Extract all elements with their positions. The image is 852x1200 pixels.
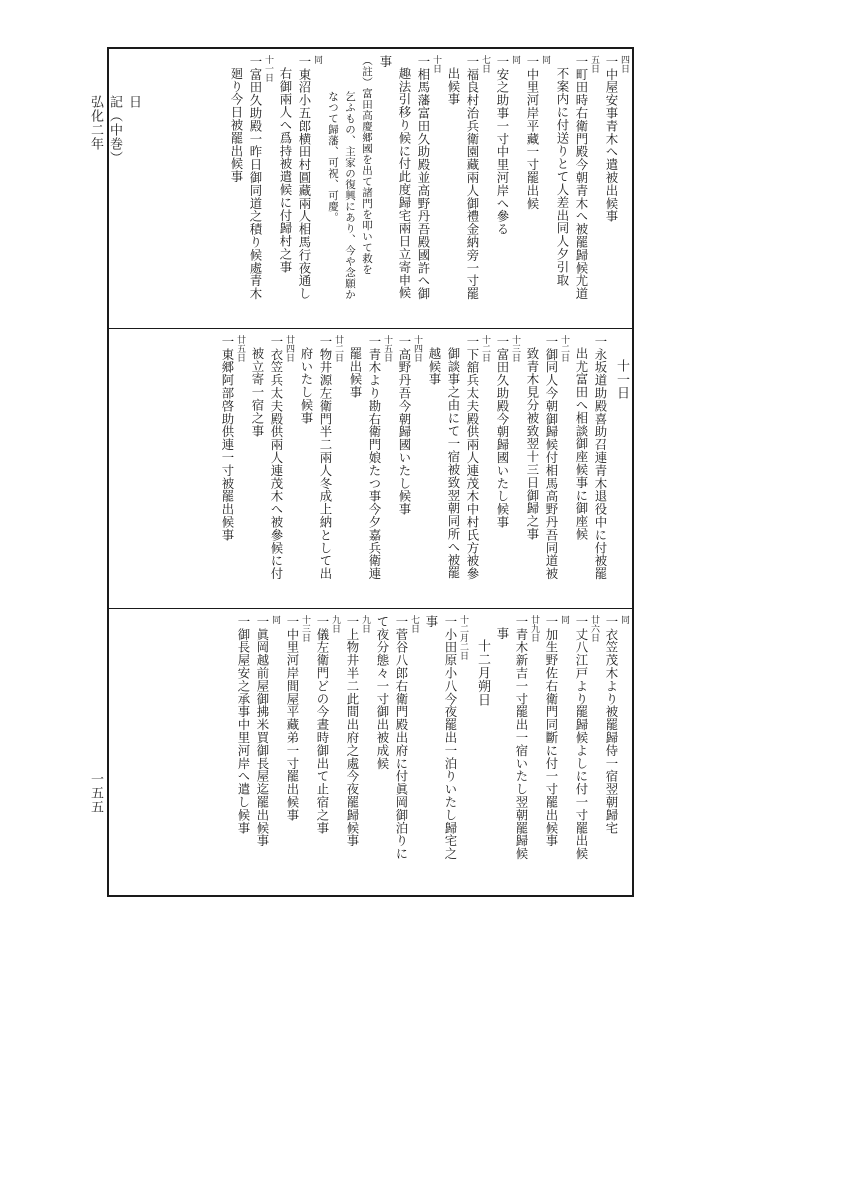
diary-frame bbox=[107, 47, 634, 897]
diary-line-continued: 御談事之由にて一宿被致翌朝同所へ被罷 bbox=[446, 347, 461, 580]
entry-date: 同 bbox=[510, 55, 520, 64]
entry-date: 廿六日 bbox=[589, 615, 599, 642]
page-number: 一五五 bbox=[88, 772, 103, 814]
entry-date: 十二日 bbox=[480, 335, 490, 362]
diary-line: 一福良村治兵衛園藏兩人御禮金納旁一寸罷 bbox=[465, 55, 480, 301]
entry-date: 同 bbox=[270, 615, 280, 624]
diary-line: 一御同人今朝御歸候付相馬高野丹吾同道被 bbox=[544, 335, 559, 581]
diary-line: 一高野丹吾今朝歸國いたし候事 bbox=[397, 335, 412, 516]
diary-line: 一加生野佐右衛門同斷に付一寸罷出候事 bbox=[544, 615, 559, 848]
diary-line-continued: 廻り今日被罷出候事 bbox=[229, 67, 244, 184]
diary-line-continued: 出候事 bbox=[446, 67, 461, 106]
diary-line: 一中屋安事青木へ遣被出候事 bbox=[604, 55, 619, 223]
diary-band-2 bbox=[109, 329, 632, 609]
editor-note-continued: なつて歸藩、可祝、可慶。 bbox=[327, 91, 339, 223]
diary-line-continued: 罷出候事 bbox=[348, 347, 363, 399]
entry-date: 十三日 bbox=[510, 335, 520, 362]
diary-line: 一富田久助殿今朝歸國いたし候事 bbox=[495, 335, 510, 529]
entry-date: 十一日 bbox=[263, 55, 273, 82]
entry-date: 十日 bbox=[431, 55, 441, 73]
diary-line: 一菅谷八郎右衛門殿出府に付眞岡御泊りに bbox=[394, 615, 409, 861]
diary-line: 一物井源左衛門半二兩人冬成上納として出 bbox=[318, 335, 333, 581]
diary-line: 一上物井半二此間出府之處今夜罷歸候事 bbox=[345, 615, 360, 848]
entry-date: 十五日 bbox=[382, 335, 392, 362]
entry-date: 同 bbox=[312, 55, 322, 64]
diary-line: 一町田時右衛門殿今朝青木へ被罷歸候尤道 bbox=[574, 55, 589, 301]
diary-line-continued: 越候事 bbox=[427, 347, 442, 386]
diary-line: 一丈八江戸より罷歸候よしに付一寸罷出候 bbox=[574, 615, 589, 861]
entry-date: 十二月二日 bbox=[458, 615, 468, 660]
diary-line: 一中里河岸間屋平藏弟一寸罷出候事 bbox=[285, 615, 300, 822]
diary-line-continued: 致青木見分被致翌十三日御歸之事 bbox=[525, 347, 540, 541]
diary-line-continued: 被立寄一宿之事 bbox=[250, 347, 265, 438]
diary-line: 事 bbox=[378, 55, 393, 68]
diary-line: 一青木新吉一寸罷出一宿いたし翌朝罷歸候 bbox=[514, 615, 529, 861]
entry-date: 四日 bbox=[619, 55, 629, 73]
diary-line: 一東郷阿部啓助供連一寸被罷出候事 bbox=[220, 335, 235, 542]
diary-line-continued: 事 bbox=[495, 627, 510, 640]
diary-line-continued: 趣法引移り候に付此度歸宅兩日立寄申候 bbox=[397, 67, 412, 300]
entry-date: 七日 bbox=[409, 615, 419, 633]
running-title-part-1: 日 bbox=[126, 95, 141, 109]
diary-line: 一衣笠兵太夫殿供兩人連茂木へ被參候に付 bbox=[269, 335, 284, 581]
diary-band-1 bbox=[109, 49, 632, 329]
diary-line-continued: 府いたし候事 bbox=[299, 347, 314, 425]
entry-date: 十四日 bbox=[412, 335, 422, 362]
diary-line: 一相馬藩富田久助殿並高野丹吾殿國許へ御 bbox=[416, 55, 431, 301]
diary-line-continued: 右御兩人へ爲持被遣候に付歸村之事 bbox=[278, 67, 293, 274]
entry-date: 同 bbox=[559, 615, 569, 624]
running-title-part-3: 弘化二年 bbox=[88, 95, 103, 151]
entry-date: 廿九日 bbox=[529, 615, 539, 642]
diary-line: て夜分態々一寸御出被成候 bbox=[375, 615, 390, 770]
entry-date: 廿四日 bbox=[284, 335, 294, 362]
month-heading: 十二月朔日 bbox=[475, 639, 490, 707]
diary-line: 事 bbox=[424, 615, 439, 628]
month-heading: 十一日 bbox=[614, 359, 629, 400]
diary-line: 一御長屋安之承事中里河岸へ遣し候事 bbox=[236, 615, 251, 835]
diary-line: 一眞岡越前屋御拂米買御長屋迄罷出候事 bbox=[255, 615, 270, 848]
entry-date: 十二日 bbox=[559, 335, 569, 362]
diary-line: 一中里河岸平藏一寸罷出候 bbox=[525, 55, 540, 210]
diary-line: 一衣笠茂木より被罷歸侍一宿翌朝歸宅 bbox=[604, 615, 619, 835]
diary-line: 一青木より勘右衛門娘たつ事今夕嘉兵衛連 bbox=[367, 335, 382, 581]
diary-line-continued: 不案内に付送りとて人差出同人夕引取 bbox=[555, 67, 570, 287]
diary-line: 一下舘兵太夫殿供兩人連茂木中村氏方被參 bbox=[465, 335, 480, 581]
entry-date: 五日 bbox=[589, 55, 599, 73]
entry-date: 九日 bbox=[330, 615, 340, 633]
editor-note: （註）富田高慶郷國を出て諸門を叩いて救を bbox=[361, 55, 373, 275]
diary-line: 一儀左衛門どの今晝時御出て止宿之事 bbox=[315, 615, 330, 835]
editor-note-continued: 乞ふもの、主家の復興にあり、今や念願か bbox=[344, 91, 356, 300]
entry-date: 廿五日 bbox=[235, 335, 245, 362]
diary-band-3 bbox=[109, 609, 632, 895]
diary-line: 一永坂道助殿喜助召連青木退役中に付被罷 bbox=[593, 335, 608, 581]
diary-line-continued: 出尤富田へ相談御座候事に御座候 bbox=[574, 347, 589, 541]
entry-date: 九日 bbox=[360, 615, 370, 633]
running-title bbox=[86, 95, 143, 177]
diary-line: 一小田原小八今夜罷出一泊りいたし歸宅之 bbox=[443, 615, 458, 861]
diary-line: 一安之助事一寸中里河岸へ參る bbox=[495, 55, 510, 236]
diary-line: 一東沼小五郎横田村圓藏兩人相馬行夜通し bbox=[297, 55, 312, 301]
entry-date: 七日 bbox=[480, 55, 490, 73]
entry-date: 十三日 bbox=[300, 615, 310, 642]
running-title-part-2: 記（中巻） bbox=[107, 95, 122, 165]
entry-date: 同 bbox=[619, 615, 629, 624]
entry-date: 廿二日 bbox=[333, 335, 343, 362]
entry-date: 同 bbox=[540, 55, 550, 64]
diary-line: 一富田久助殿一昨日御同道之積り候處青木 bbox=[248, 55, 263, 301]
